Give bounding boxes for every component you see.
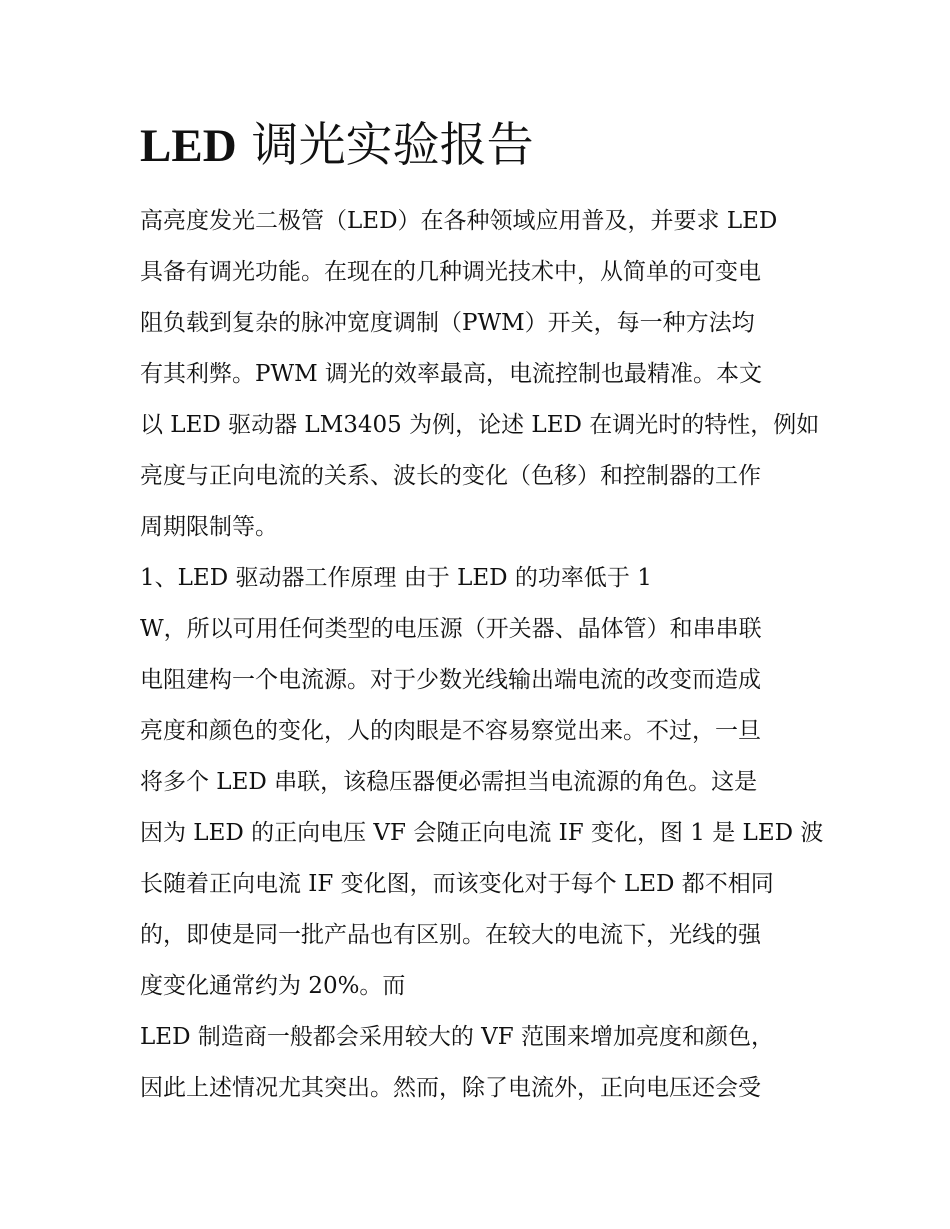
document-body [140,108,824,1114]
text-line: 将多个 LED 串联，该稳压器便必需担当电流源的角色。这是 [140,769,758,795]
body-paragraph [140,604,824,1012]
text-line: 以 LED 驱动器 LM3405 为例，论述 LED 在调光时的特性，例如 [140,412,820,438]
title-cjk-part: 调光实验报告 [236,118,534,173]
text-line: 具备有调光功能。在现在的几种调光技术中，从简单的可变电 [140,259,761,285]
page-title [140,108,812,184]
text-line: 的，即使是同一批产品也有区别。在较大的电流下，光线的强 [140,922,761,948]
text-line: 因此上述情况尤其突出。然而，除了电流外，正向电压还会受 [140,1075,761,1101]
text-line: 因为 LED 的正向电压 VF 会随正向电流 IF 变化，图 1 是 LED 波 [140,820,824,846]
text-line: 亮度与正向电流的关系、波长的变化（色移）和控制器的工作 [140,463,761,489]
text-line: 1、LED 驱动器工作原理 由于 LED 的功率低于 1 [140,565,652,591]
text-line: 度变化通常约为 20%。而 [140,973,406,999]
text-line: 亮度和颜色的变化，人的肉眼是不容易察觉出来。不过，一旦 [140,718,761,744]
intro-paragraph [140,196,820,553]
text-line: 周期限制等。 [140,514,278,540]
text-line: 阻负载到复杂的脉冲宽度调制（PWM）开关，每一种方法均 [140,310,755,336]
text-line: 电阻建构一个电流源。对于少数光线输出端电流的改变而造成 [140,667,761,693]
section-heading-paragraph [140,553,812,604]
text-line: 有其利弊。PWM 调光的效率最高，电流控制也最精准。本文 [140,361,762,387]
title-spacer [140,184,812,196]
text-line: 长随着正向电流 IF 变化图，而该变化对于每个 LED 都不相同 [140,871,774,897]
text-line: LED 制造商一般都会采用较大的 VF 范围来增加亮度和颜色， [140,1024,775,1050]
title-latin-part: LED [140,120,237,172]
text-line: W，所以可用任何类型的电压源（开关器、晶体管）和串串联 [140,616,762,642]
body-paragraph [140,1012,812,1114]
text-line: 高亮度发光二极管（LED）在各种领域应用普及，并要求 LED [140,208,778,234]
